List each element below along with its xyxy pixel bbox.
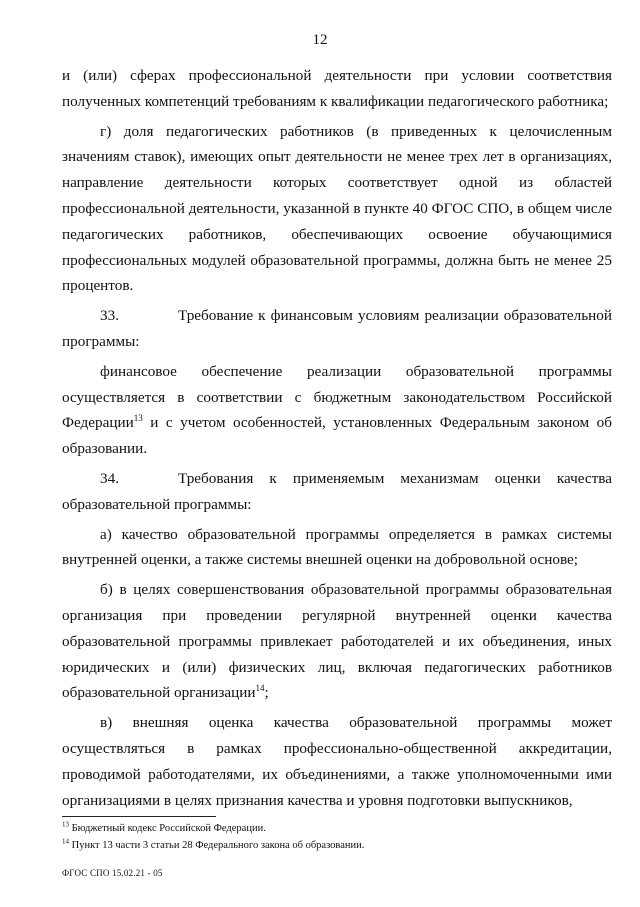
item-b-text-a: б) в целях совершенствования образовательной программы образовательная организация при проведении регулярной внутренней оценки качества образовательной программы привлекает работодателей и их объединения, иных юридических и (или) физических лиц, включая педагогических работников образовательной организации	[62, 581, 612, 702]
paragraph-34	[62, 466, 612, 518]
page-number: 12	[312, 32, 328, 48]
footnote-mark: 14	[62, 837, 69, 846]
footnote-text: Пункт 13 части 3 статьи 28 Федерального закона об образовании.	[69, 840, 365, 851]
document-body	[62, 63, 612, 817]
clause-33-text: Требование к финансовым условиям реализации образовательной программы:	[62, 307, 612, 350]
paragraph-item-g: г) доля педагогических работников (в приведенных к целочисленным значениям ставок), имеющих опыт деятельности не менее трех лет в организациях, направление деятельности которых соответствует одной из областей профессиональной деятельности, указанной в пункте 40 ФГОС СПО, в общем числе педагогических работников, обеспечивающих освоение обучающимися профессиональных модулей образовательной программы, должна быть не менее 25 процентов.	[62, 122, 612, 295]
item-b-text-b: ;	[264, 684, 269, 702]
footnote-ref-14: 14	[255, 683, 265, 694]
paragraph-item-a: а) качество образовательной программы определяется в рамках системы внутренней оценки, а также системы внешней оценки на добровольной основе;	[62, 525, 612, 569]
clause-number-33: 33.	[100, 307, 119, 325]
clause-34-text: Требования к применяемым механизмам оценки качества образовательной программы:	[62, 469, 612, 513]
footnote-separator	[62, 816, 216, 817]
footnote-ref-13: 13	[133, 413, 143, 424]
footnote-14	[62, 837, 612, 854]
paragraph-financing	[62, 359, 612, 462]
financing-text-a: финансовое обеспечение реализации образовательной программы осуществляется в соответствии с бюджетным законодательством Российской Федерации	[62, 362, 612, 432]
footnotes	[62, 820, 612, 854]
paragraph-continuation: и (или) сферах профессиональной деятельности при условии соответствия полученных компетенций требованиям к квалификации педагогического работника;	[62, 67, 612, 110]
paragraph-item-b	[62, 577, 612, 706]
document-code: ФГОС СПО 15.02.21 - 05	[62, 868, 163, 878]
paragraph-33	[62, 303, 612, 355]
clause-number-34: 34.	[100, 469, 119, 487]
footnote-mark: 13	[62, 820, 69, 829]
footnote-text: Бюджетный кодекс Российской Федерации.	[69, 823, 266, 834]
footnote-13	[62, 820, 612, 837]
paragraph-item-v: в) внешняя оценка качества образовательной программы может осуществляться в рамках профессионально-общественной аккредитации, проводимой работодателями, их объединениями, а также уполномоченными ими организациями в целях признания качества и уровня подготовки выпускников,	[62, 714, 612, 809]
financing-text-b: и с учетом особенностей, установленных Федеральным законом об образовании.	[62, 414, 612, 458]
